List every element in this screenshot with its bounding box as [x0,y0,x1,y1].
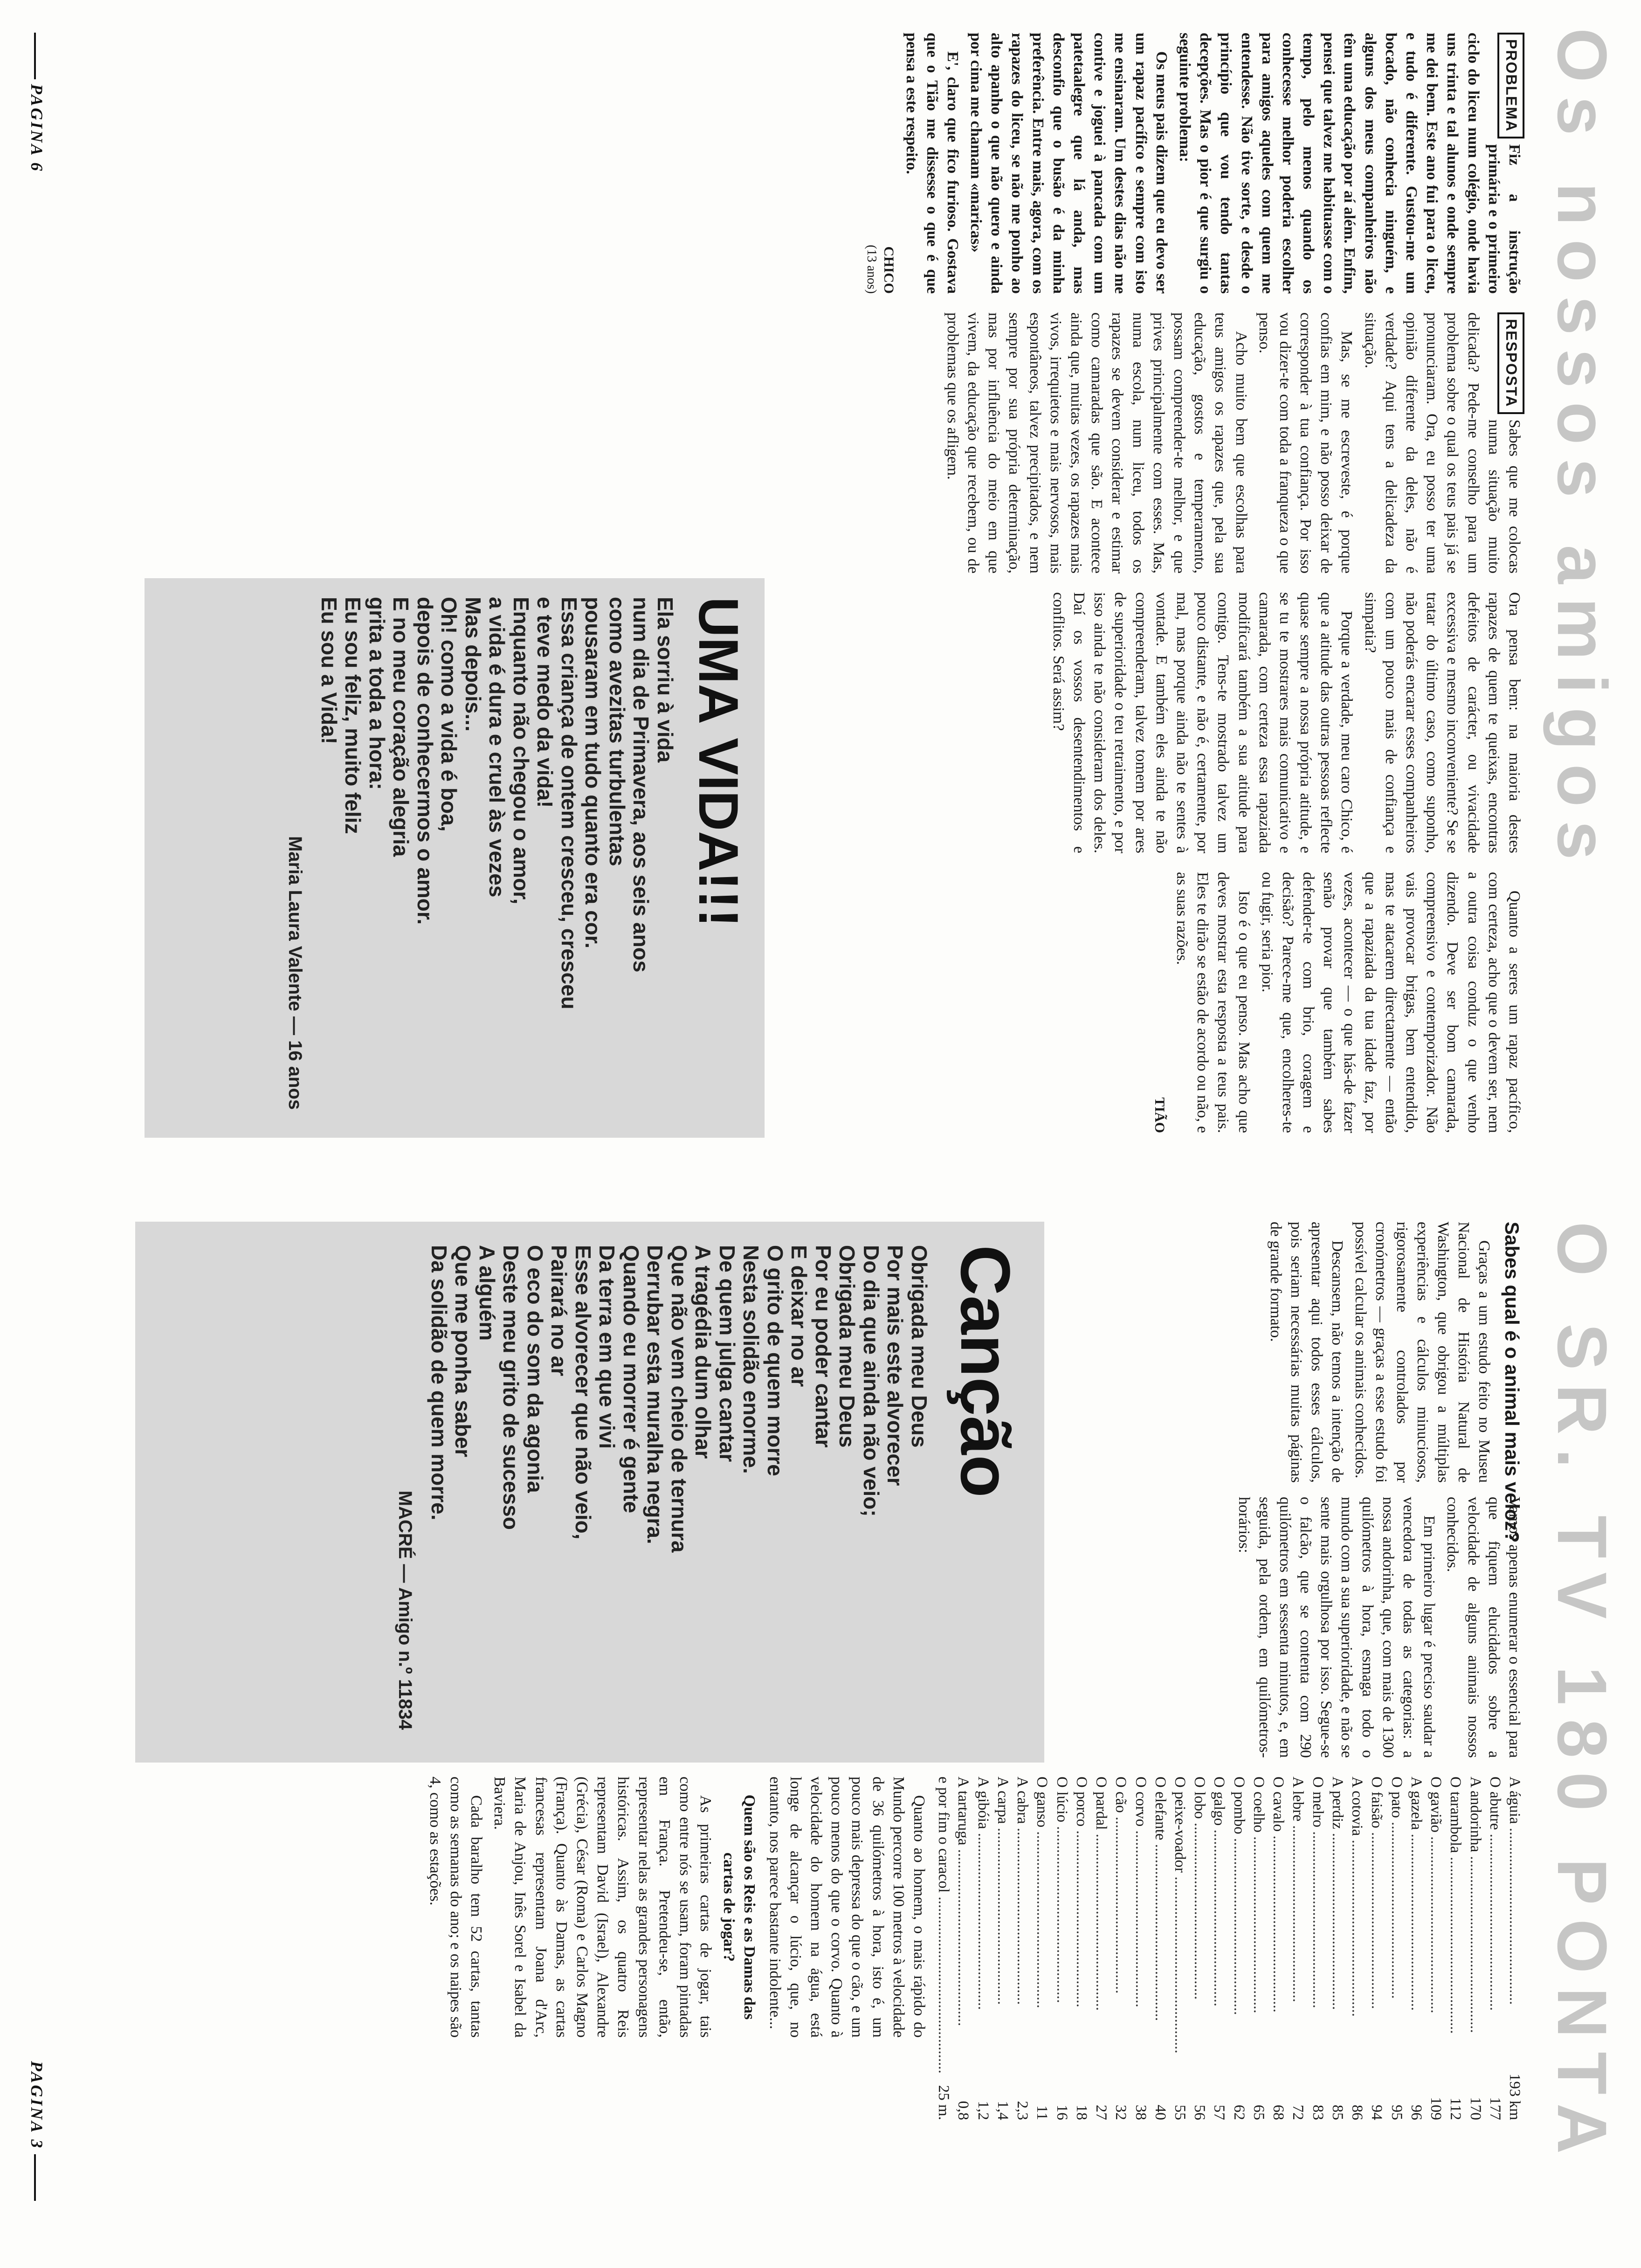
animal-row [993,1777,1013,2120]
animal-row [1131,1777,1150,2120]
animal-row [1465,1777,1485,2120]
animal-name: O corvo ..... [1131,1777,1150,2074]
sabes-paragraph: Descansem, não temos a intenção de apresentar aqui todos esses cálculos, pois seriam necessárias muitas páginas de grande formato. [1267,1222,1346,1483]
animal-name: A tartaruga ..... [953,1777,973,2074]
resposta-paragraph: Sabes que me colocas numa situação muito delicada? Pede-me conselho para um problema sobre o qual os teus pais já se pronunciaram. Ora, eu posso ter uma opinião diferente da deles, não é verdade? Aqui tens a delicadeza da situação. [1361,312,1523,574]
animal-name: O lobo ..... [1190,1777,1209,2074]
animal-name: O ganso ..... [1032,1777,1052,2074]
animal-row [1308,1777,1327,2120]
resposta-paragraph: Ora pensa bem: na maioria destes rapazes de quem te queixas, encontras defeitos de carácter, ou vivacidade excessiva e mesmo inconveniente? Se se tratar do último caso, como suponho, não poderás encarar esses companheiros com um pouco mais de confiança e simpatia? [1361,592,1523,853]
poem-uma-vida [145,578,765,1138]
resposta-column-2 [779,592,1524,853]
poem-line: pousaram em tudo quanto era cor. [581,597,606,949]
animal-row [1328,1777,1347,2120]
animal-speed: 177 [1486,2097,1503,2120]
poem-line: E deixar no ar [787,1245,812,1387]
animal-row [1288,1777,1308,2120]
right-headline: O SR. TV 180 PONTA [1543,1222,1621,2168]
poem-line: Essa criança de ontem cresceu, cresceu [557,597,581,1010]
animal-name: A gazela ..... [1407,1777,1426,2074]
poem-lines [427,1245,931,1739]
sabes-paragraph: Em primeiro lugar é preciso saudar a vencedora de todas as categorias: a nossa andorinha, que, com mais de 1300 quilómetros à hora, esmaga todo o mundo com a sua superioridade, e não se sente mais orgulhosa por isso. Segue-se o falcão, que se contenta com 290 quilómetros em sessenta minutos, e, em seguida, pela ordem, em quilómetros-horários: [1235,1497,1438,1758]
animal-speed: 0,8 [955,2101,972,2120]
poem-line: como avezitas turbulentas [605,597,629,866]
poem-line: Esse alvorecer que não veio, [571,1245,595,1540]
animal-name: e por fim o caracol ..... [934,1777,953,2074]
animals-column [56,1777,1524,2120]
resposta-column-3 [779,872,1524,1133]
animal-row [1190,1777,1209,2120]
poem-line: Quando eu morrer é gente [619,1245,643,1514]
animal-speed: 11 [1034,2105,1051,2120]
after-list-paragraph: Quanto ao homem, o mais rápido do Mundo percorre 100 metros à velocidade de 36 quilómetros à hora, isto é, um pouco mais depressa do que o cão, e um pouco menos do que o corvo. Quanto à velocidade do homem na água, está longe de alcançar o lúcio, que, no entanto, nos parece bastante indolente... [766,1777,928,2038]
resposta-paragraph: Porque a verdade, meu caro Chico, é que a atitude das outras pessoas reflecte quase sempre a nossa própria atitude, e se tu te mostrares mais comunicativo e camarada, com certeza essa rapaziada modificará também a sua atitude para contigo. Tens-te mostrado talvez um pouco distante, e não é, certamente, por mal, mas porque ainda não te sentes à vontade. E também eles ainda te não compreenderam, talvez tomem por ares de superioridade o teu retraimento, e por isso ainda te não consideram dos deles. Daí os vossos desentendimentos e conflitos. Será assim? [1049,592,1356,853]
animal-row [1052,1777,1071,2120]
animal-name: O abutre ..... [1485,1777,1505,2074]
animal-speed: 40 [1151,2104,1169,2120]
animal-speed: 57 [1211,2104,1228,2120]
animal-speed: 109 [1427,2097,1445,2120]
poem-line: Do dia que ainda não veio; [859,1245,883,1517]
problema-label: PROBLEMA [1497,33,1524,138]
animal-name: O pombo ..... [1229,1777,1248,2074]
poem-line: Nesta solidão enorme. [739,1245,764,1474]
animal-row [1269,1777,1288,2120]
animal-name: A cotovia ..... [1347,1777,1367,2074]
animal-speed: 55 [1172,2104,1189,2120]
poem-lines [317,597,677,1119]
poem-line: Ela sorriu à vida [653,597,677,763]
animal-speed: 170 [1467,2097,1484,2120]
resposta-label: RESPOSTA [1497,312,1524,414]
poem-line: Por eu poder cantar [811,1245,835,1448]
animal-row [1170,1777,1190,2120]
poem-line: Deste meu grito de sucesso [499,1245,524,1530]
poem-line: De quem julga cantar [715,1245,739,1462]
animal-row [1505,1777,1524,2120]
animal-name: A perdiz ..... [1328,1777,1347,2074]
animal-speed: 83 [1309,2104,1326,2120]
poem-line: Enquanto não chegou o amor, [509,597,533,905]
animal-name: A cabra ..... [1013,1777,1032,2074]
footer-rule [34,2154,36,2201]
animal-speed: 65 [1250,2104,1267,2120]
animal-speed: 86 [1349,2104,1366,2120]
animal-row [1407,1777,1426,2120]
animal-speed: 68 [1270,2104,1287,2120]
sabes-column-2 [1058,1497,1524,1758]
animal-name: O galgo ..... [1209,1777,1229,2074]
animal-row [953,1777,973,2120]
poem-title: UMA VIDA!!! [687,597,750,927]
animal-row [1151,1777,1170,2120]
poem-title: Canção [946,1245,1025,1498]
animal-name: O elefante ..... [1151,1777,1170,2074]
animal-speed: 38 [1132,2104,1149,2120]
poem-line: Obrigada meu Deus [907,1245,931,1448]
reis-title: Quem são os Reis e as Damas das cartas de jogar? [720,1794,758,2020]
animal-name: A águia ..... [1505,1777,1524,2074]
problema-column [172,33,1524,294]
poem-line: Por mais este alvorecer [883,1245,908,1486]
animal-name: A carpa ..... [993,1777,1013,2074]
animal-speed: 62 [1230,2104,1248,2120]
animal-row [1446,1777,1465,2120]
problema-paragraph: Fiz a instrução primária e o primeiro ciclo do liceu num colégio, onde havia uns trinta e tal alunos e onde sempre me dei bem. Este ano fui para o liceu, e tudo é diferente. Gustou-me um bocado, não conhecia ninguém, e alguns dos meus companheiros não têm uma educação por aí além. Enfim, pensei que talvez me habituasse com o tempo, pelo menos quando os conhecesse melhor poderia escolher para amigos aqueles com quem me entendesse. Não tive sorte, e desde o princípio que vou tendo tantas decepções. Mas o pior é que surgiu o seguinte problema: [1176,33,1523,294]
animal-speed: 2,3 [1014,2101,1031,2120]
footer-rule [34,33,36,79]
resposta-column-1 [103,312,1524,574]
poem-line: Obrigada meu Deus [835,1245,860,1448]
animal-row [1013,1777,1032,2120]
animal-row [1091,1777,1111,2120]
right-footer [27,2061,47,2206]
resposta-paragraph: Mas, se me escreveste, é porque confias em mim, e não posso deixar de corresponder à tua confiança. Por isso vou dizer-te com toda a franqueza o que penso. [1255,312,1356,574]
sabes-paragraph: Graças a um estudo feito no Museu Nacional de História Natural de Washington, que obrigou a múltiplas experiências e cálculos minuciosos, rigorosamente controlados por cronómetros — graças a esse estudo foi possível calcular os animais conhecidos. [1352,1222,1493,1483]
animal-row [1249,1777,1269,2120]
poem-line: Da solidão de quem morre. [427,1245,451,1521]
animal-name: O lúcio ..... [1052,1777,1071,2074]
animal-speed: 112 [1447,2097,1464,2120]
animal-speed: 193 km [1506,2073,1523,2120]
poem-line: E no meu coração alegria [389,597,414,857]
poem-line: num dia de Primavera, aos seis anos [629,597,654,973]
animal-name: O cão ..... [1111,1777,1131,2074]
poem-line: Eu sou feliz, muito feliz [341,597,365,834]
animal-row [973,1777,993,2120]
poem-author: MACRÉ — Amigo n.º 11834 [395,1490,416,1730]
right-footer-text: PAGINA 3 [28,2061,46,2150]
animal-speed: 85 [1329,2104,1346,2120]
poem-line: Que me ponha saber [451,1245,476,1458]
resposta-paragraph: Acho muito bem que escolhas para teus amigos os rapazes que, pela sua educação, gostos e temperamento, possam compreender-te melhor, e que prives principalmente com esses. Mas, numa escola, num liceu, todos os rapazes se devem considerar e estimar como camaradas que são. E acontece ainda que, muitas vezes, os rapazes mais vivos, irrequietos e mais nervosos, mais espontâneos, talvez precipitados, e nem sempre por sua própria determinação, mas por influência do meio em que vivem, da educação que recebem, ou de problemas que os afligem. [944,312,1250,574]
animal-speed: 94 [1368,2104,1386,2120]
animal-name: O porco ..... [1072,1777,1091,2074]
poem-line: a vida é dura e cruel às vezes [485,597,510,898]
animal-speed: 27 [1093,2104,1110,2120]
animal-name: A lebre ..... [1288,1777,1308,2074]
problema-paragraph: E', claro que fico furioso. Gostava que o Tião me dissesse o que é que pensa a este respeito. [903,33,961,294]
animal-row [1032,1777,1052,2120]
left-headline: Os nossos amigos [1543,28,1621,874]
animal-name: O pardal ..... [1091,1777,1111,2074]
animal-speed: 25 m. [935,2085,952,2120]
poem-cancao [135,1222,1044,1763]
problema-signature-note: (13 anos) [864,245,879,294]
sabes-title: Sabes qual é o animal mais veloz? [1501,1222,1523,1543]
animal-row [1347,1777,1367,2120]
animal-row [1367,1777,1386,2120]
left-footer [27,28,47,173]
animal-name: O coelho ..... [1249,1777,1269,2074]
animal-row [1386,1777,1406,2120]
poem-line: e teve medo da vida! [533,597,558,808]
animal-row [934,1777,953,2120]
reis-paragraph: Cada baralho tem 52 cartas, tantas como as semanas do ano; e os naipes são 4, como as estações. [426,1777,485,2038]
animal-speed-table [934,1777,1524,2120]
resposta-signature: TIÃO [1151,1097,1167,1133]
animal-name: A gibóia ..... [973,1777,993,2074]
poem-line: Eu sou a Vida! [317,597,341,745]
animal-speed: 1,2 [974,2101,992,2120]
animal-name: O pato ..... [1386,1777,1406,2074]
animal-speed: 1,4 [994,2101,1011,2120]
animal-speed: 32 [1112,2104,1130,2120]
poem-line: O eco do som da agonia [523,1245,547,1493]
animal-name: O cavalo ..... [1269,1777,1288,2074]
poem-line: grita a toda a hora: [365,597,389,790]
animal-row [1209,1777,1229,2120]
poem-line: A alguém [475,1245,499,1341]
animal-speed: 18 [1073,2104,1090,2120]
animal-name: A andorinha ..... [1465,1777,1485,2074]
poem-line: Da terra em que vivi [595,1245,620,1449]
sabes-column-1 [1058,1222,1524,1543]
sabes-paragraph: Vamos apenas enumerar o essencial para que fiquem elucidados sobre a velocidade de alguns animais nossos conhecidos. [1444,1497,1523,1758]
problema-paragraph: Os meus pais dizem que eu devo ser um rapaz pacífico e sempre com isto me ensinaram. Um destes dias não me contive e joguei à pancada com um patetaalegre que lá anda, mas desconfio que o busão é da minha preferência. Entre mais, agora, com os rapazes do liceu, se não me ponho ao alto apanho o que não quero e ainda por cima me chamam «maricas» [967,33,1170,294]
poem-line: Oh! como a vida é boa, [437,597,462,832]
poem-line: Derrubar esta muralha negra. [643,1245,668,1544]
poem-line: Mas depois... [461,597,485,732]
resposta-paragraph: Isto é o que eu penso. Mas acho que deves mostrar esta resposta a teus pais. Eles te dirão se estão de acordo ou não, e as suas razões. [1173,872,1253,1133]
animal-speed: 56 [1191,2104,1208,2120]
poem-line: Pairará no ar [547,1245,572,1376]
animal-row [1072,1777,1091,2120]
animal-speed: 95 [1388,2104,1405,2120]
reis-paragraph: As primeiras cartas de jogar, tais como entre nós se usam, foram pintadas em França. Pretendeu-se, então, representar nelas as grandes personagens históricas. Assim, os quatro Reis representam David (Israel), Alexandre (Grécia), César (Roma) e Carlos Magno (França). Quanto às Damas, as cartas francesas representam Joana d'Arc, Maria de Anjou, Inês Sorel e Isabel da Baviera. [491,1777,715,2038]
animal-name: O peixe-voador ..... [1170,1777,1190,2074]
poem-line: O grito de quem morre [763,1245,787,1476]
animal-speed: 16 [1053,2104,1070,2120]
animal-speed: 72 [1289,2104,1307,2120]
animal-name: O gavião ..... [1426,1777,1446,2074]
left-footer-text: PAGINA 6 [28,84,46,173]
problema-signature: CHICO [881,246,897,294]
poem-line: A tragédia dum olhar [691,1245,716,1459]
poem-line: Que não vem cheio de ternura [667,1245,691,1553]
poem-author: Maria Laura Valente — 16 anos [285,836,306,1110]
resposta-paragraph: Quanto a seres um rapaz pacífico, com certeza, acho que o devem ser, nem a outra coisa conduz o que venho dizendo. Deve ser bom camarada, compreensivo e contemporizador. Não vais provocar brigas, bem entendido, mas te atacarem directamente — então que a rapaziada da tua idade faz, por vezes, acontecer — o que hás-de fazer senão provar que também sabes defender-te com brio, coragem e decisão? Parece-me que, encolheres-te ou fugir, seria pior. [1258,872,1523,1133]
poem-line: depois de conhecermos o amor. [413,597,437,925]
animal-row [1485,1777,1505,2120]
animal-row [1111,1777,1131,2120]
animal-row [1426,1777,1446,2120]
animal-row [1229,1777,1248,2120]
animal-name: O melro ..... [1308,1777,1327,2074]
animal-name: O faisão ..... [1367,1777,1386,2074]
animal-name: O tarambola ..... [1446,1777,1465,2074]
animal-speed: 96 [1407,2104,1425,2120]
